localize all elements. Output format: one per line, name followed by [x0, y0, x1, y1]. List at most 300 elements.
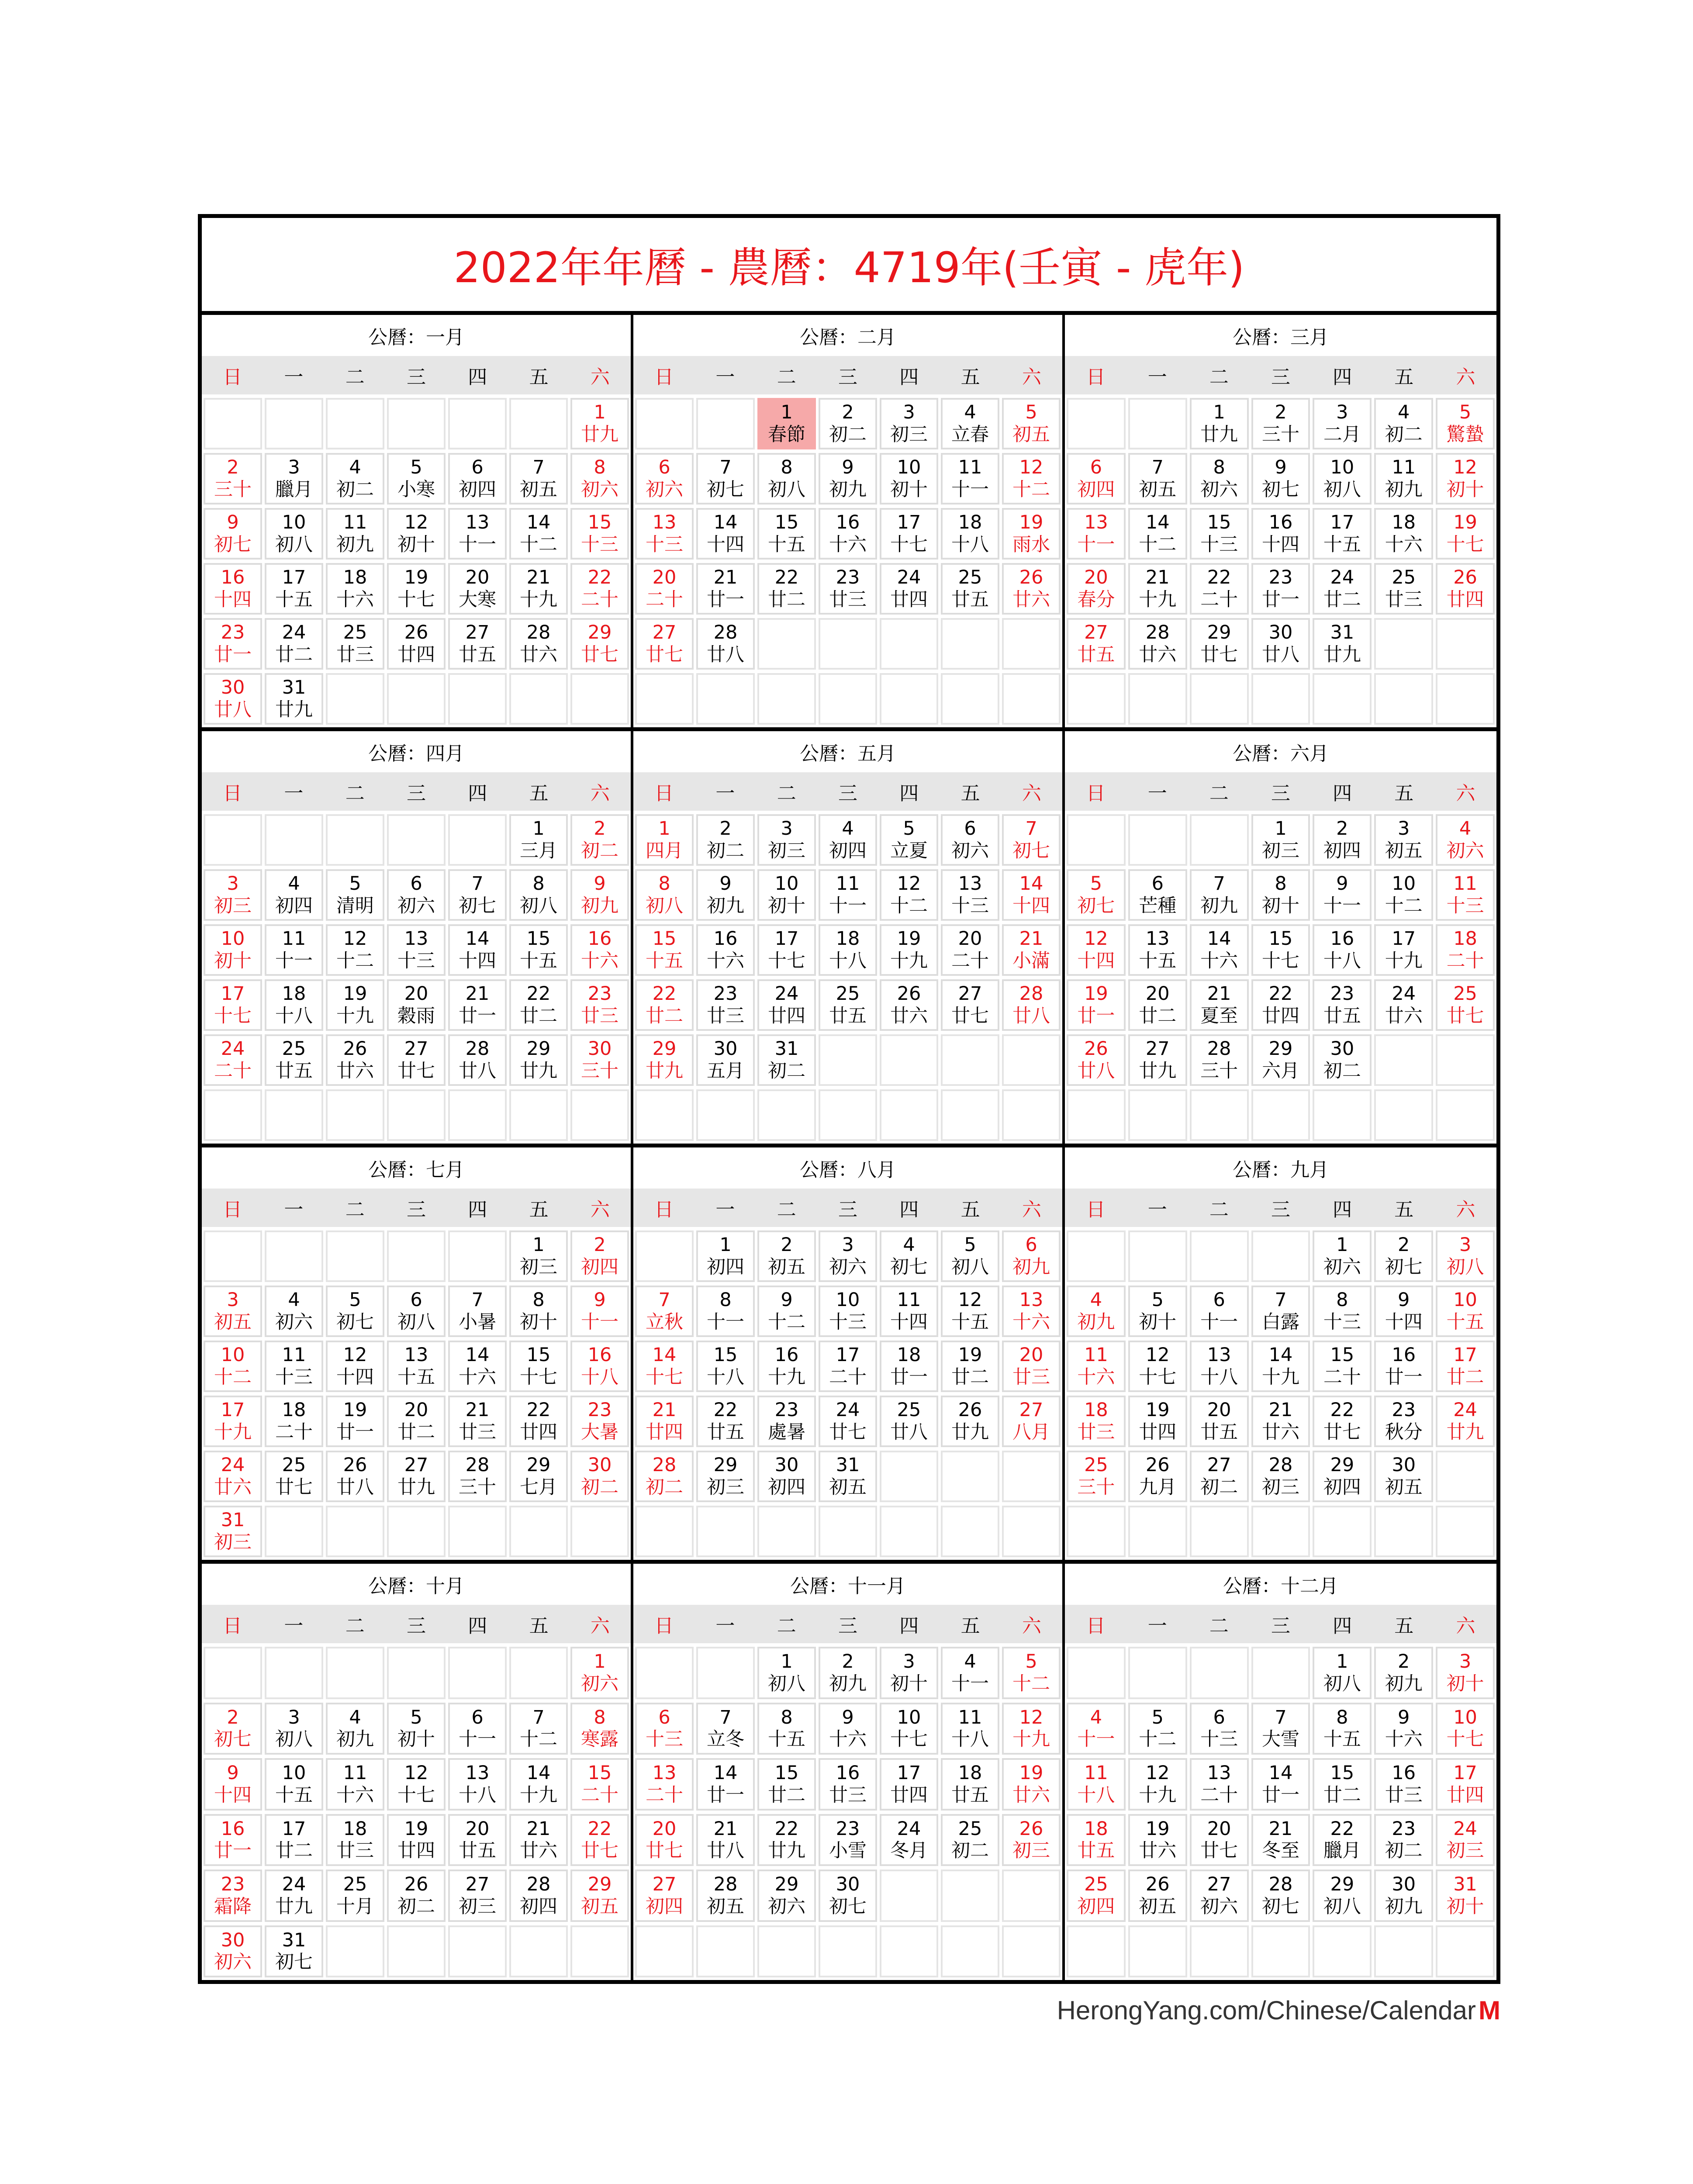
lunar-day: 十五: [1323, 1728, 1361, 1751]
lunar-day: 二十: [829, 1366, 867, 1388]
lunar-day: 廿五: [707, 1421, 744, 1443]
lunar-day: 十五: [520, 950, 557, 972]
lunar-day: 初十: [1446, 1895, 1484, 1918]
weekday-label: 五: [1394, 782, 1414, 805]
day-cell: [696, 814, 755, 866]
gregorian-day: 2: [1275, 401, 1287, 424]
gregorian-day: 6: [471, 456, 484, 479]
gregorian-day: 8: [594, 456, 606, 479]
gregorian-day: 14: [713, 1762, 738, 1784]
day-cell: [941, 1758, 999, 1811]
lunar-day: 初三: [1446, 1840, 1484, 1862]
lunar-day: 廿二: [1139, 1005, 1177, 1027]
empty-cell: [1374, 1089, 1433, 1141]
empty-cell: [1067, 814, 1126, 866]
gregorian-day: 14: [465, 928, 490, 950]
weekday-label: 一: [715, 1199, 735, 1221]
day-cell: [1313, 979, 1372, 1031]
month-title: 公曆：十二月: [1223, 1575, 1338, 1597]
weekday-label: 二: [777, 782, 796, 805]
weekday-header: [1065, 1189, 1496, 1227]
gregorian-day: 9: [1336, 873, 1348, 895]
day-cell: [570, 508, 629, 560]
gregorian-day: 14: [1268, 1762, 1293, 1784]
lunar-day: 廿九: [1323, 644, 1361, 666]
weekday-label: 四: [899, 1615, 919, 1637]
lunar-day: 廿七: [581, 644, 618, 666]
lunar-day: 二十: [1200, 1784, 1238, 1806]
empty-cell: [387, 814, 446, 866]
gregorian-day: 10: [1392, 873, 1416, 895]
empty-cell: [326, 1089, 384, 1141]
empty-cell: [635, 1089, 694, 1141]
gregorian-day: 29: [1268, 1038, 1293, 1060]
gregorian-day: 17: [1330, 511, 1354, 534]
day-cell: [448, 924, 507, 976]
weekday-label: 五: [1394, 1615, 1414, 1637]
gregorian-day: 8: [1275, 873, 1287, 895]
weekday-label: 四: [899, 782, 919, 805]
empty-cell: [326, 1230, 384, 1282]
day-cell: [509, 1451, 568, 1502]
day-cell: [941, 979, 999, 1031]
empty-cell: [509, 398, 568, 449]
lunar-day: 初五: [520, 479, 557, 501]
lunar-day: 初四: [275, 895, 313, 917]
lunar-day: 春節: [768, 424, 805, 446]
lunar-day: 十六: [829, 534, 867, 556]
lunar-day: 初九: [336, 534, 374, 556]
lunar-day: 十二: [520, 1728, 557, 1751]
lunar-day: 初六: [214, 1951, 252, 1973]
day-cell: [941, 453, 999, 505]
lunar-day: 十一: [1077, 1728, 1115, 1751]
lunar-day: 初四: [581, 1256, 618, 1278]
lunar-day: 初九: [1200, 895, 1238, 917]
day-cell: [819, 508, 877, 560]
day-cell: [1128, 1870, 1187, 1922]
lunar-day: 初六: [1446, 840, 1484, 862]
lunar-day: 初二: [581, 840, 618, 862]
day-cell: [1313, 1230, 1372, 1282]
gregorian-day: 27: [1084, 622, 1108, 644]
lunar-day: 廿三: [459, 1421, 496, 1443]
lunar-day: 十六: [1200, 950, 1238, 972]
gregorian-day: 12: [404, 511, 428, 534]
gregorian-day: 16: [1392, 1762, 1416, 1784]
weekday-label: 六: [590, 782, 610, 805]
gregorian-day: 8: [532, 1289, 545, 1311]
day-cell: [1002, 1230, 1061, 1282]
day-cell: [570, 1034, 629, 1086]
weekday-label: 一: [284, 782, 304, 805]
lunar-day: 十三: [1323, 1311, 1361, 1333]
day-cell: [1313, 924, 1372, 976]
lunar-day: 十四: [459, 950, 496, 972]
gregorian-day: 11: [958, 456, 982, 479]
lunar-day: 廿七: [581, 1840, 618, 1862]
empty-cell: [1067, 1506, 1126, 1557]
gregorian-day: 18: [1084, 1399, 1108, 1421]
gregorian-day: 23: [1392, 1818, 1416, 1840]
lunar-day: 廿七: [397, 1060, 435, 1082]
day-cell: [757, 979, 816, 1031]
weekday-label: 四: [468, 1615, 487, 1637]
lunar-day: 初十: [1139, 1311, 1177, 1333]
day-cell: [509, 1703, 568, 1755]
gregorian-day: 22: [587, 1818, 612, 1840]
lunar-day: 廿九: [768, 1840, 805, 1862]
lunar-day: 八月: [1012, 1421, 1050, 1443]
lunar-day: 廿二: [646, 1005, 683, 1027]
lunar-day: 二十: [1323, 1366, 1361, 1388]
day-cell: [570, 618, 629, 670]
lunar-day: 十六: [581, 950, 618, 972]
lunar-day: 三十: [581, 1060, 618, 1082]
weekday-label: 五: [529, 1199, 549, 1221]
day-cell: [941, 814, 999, 866]
day-grid: [633, 394, 1062, 727]
lunar-day: 十二: [1012, 479, 1050, 501]
day-cell: [448, 1286, 507, 1337]
gregorian-day: 15: [587, 1762, 612, 1784]
gregorian-day: 25: [343, 622, 367, 644]
weekday-label: 六: [1456, 366, 1475, 388]
lunar-day: 廿七: [1323, 1421, 1361, 1443]
gregorian-day: 7: [1025, 818, 1037, 840]
month-title: 公曆：六月: [1233, 743, 1329, 765]
day-cell: [1251, 1451, 1310, 1502]
lunar-day: 初四: [768, 1476, 805, 1498]
lunar-day: 立夏: [890, 840, 928, 862]
empty-cell: [819, 673, 877, 725]
gregorian-day: 18: [282, 1399, 306, 1421]
lunar-day: 廿二: [1323, 1784, 1361, 1806]
lunar-day: 廿七: [951, 1005, 989, 1027]
gregorian-day: 19: [1145, 1818, 1170, 1840]
day-cell: [1313, 869, 1372, 921]
lunar-day: 十九: [1012, 1728, 1050, 1751]
weekday-label: 五: [961, 366, 980, 388]
weekday-label: 一: [1147, 366, 1167, 388]
gregorian-day: 22: [1207, 567, 1231, 589]
weekday-label: 四: [1333, 782, 1352, 805]
day-cell: [819, 814, 877, 866]
day-cell: [635, 1286, 694, 1337]
day-cell: [1190, 618, 1249, 670]
weekday-label: 三: [406, 782, 426, 805]
day-cell: [1374, 398, 1433, 449]
empty-cell: [387, 1925, 446, 1978]
empty-cell: [509, 1506, 568, 1557]
gregorian-day: 21: [1019, 928, 1043, 950]
gregorian-day: 3: [1459, 1234, 1472, 1256]
day-cell: [696, 453, 755, 505]
day-cell: [1190, 398, 1249, 449]
day-cell: [1374, 508, 1433, 560]
day-cell: [1190, 563, 1249, 615]
day-cell: [1313, 1703, 1372, 1755]
lunar-day: 初九: [1012, 1256, 1050, 1278]
gregorian-day: 9: [1275, 456, 1287, 479]
gregorian-day: 25: [1084, 1873, 1108, 1896]
gregorian-day: 22: [713, 1399, 738, 1421]
lunar-day: 廿一: [214, 1840, 252, 1862]
lunar-day: 初四: [520, 1895, 557, 1918]
lunar-day: 小滿: [1012, 950, 1050, 972]
lunar-day: 廿六: [1012, 589, 1050, 611]
empty-cell: [1313, 1925, 1372, 1978]
weekday-label: 二: [777, 366, 796, 388]
empty-cell: [941, 673, 999, 725]
lunar-day: 初五: [1012, 424, 1050, 446]
month-block: [202, 731, 633, 1147]
month-block: [633, 1147, 1065, 1564]
gregorian-day: 20: [1019, 1344, 1043, 1366]
lunar-day: 廿五: [1200, 1421, 1238, 1443]
empty-cell: [448, 1647, 507, 1699]
weekday-label: 五: [961, 1615, 980, 1637]
lunar-day: 十一: [829, 895, 867, 917]
lunar-day: 廿四: [397, 1840, 435, 1862]
day-cell: [204, 1034, 262, 1086]
lunar-day: 初三: [1012, 1840, 1050, 1862]
empty-cell: [326, 1506, 384, 1557]
gregorian-day: 10: [282, 1762, 306, 1784]
gregorian-day: 28: [526, 622, 551, 644]
gregorian-day: 31: [221, 1509, 245, 1531]
gregorian-day: 12: [1145, 1344, 1170, 1366]
gregorian-day: 10: [221, 1344, 245, 1366]
lunar-day: 初六: [1323, 1256, 1361, 1278]
lunar-day: 三十: [1077, 1476, 1115, 1498]
empty-cell: [1190, 814, 1249, 866]
gregorian-day: 10: [1330, 456, 1354, 479]
day-cell: [1374, 1814, 1433, 1866]
lunar-day: 十九: [1261, 1366, 1299, 1388]
day-cell: [265, 979, 323, 1031]
gregorian-day: 3: [1459, 1651, 1472, 1673]
lunar-day: 廿八: [1261, 644, 1299, 666]
lunar-day: 初十: [1446, 1673, 1484, 1695]
lunar-day: 廿四: [397, 644, 435, 666]
lunar-day: 十八: [951, 1728, 989, 1751]
day-cell: [265, 1703, 323, 1755]
lunar-day: 初二: [397, 1895, 435, 1918]
lunar-day: 十一: [275, 950, 313, 972]
gregorian-day: 13: [465, 1762, 490, 1784]
lunar-day: 廿五: [459, 1840, 496, 1862]
weekday-label: 一: [715, 782, 735, 805]
gregorian-day: 12: [343, 1344, 367, 1366]
gregorian-day: 3: [842, 1234, 854, 1256]
lunar-day: 清明: [336, 895, 374, 917]
day-cell: [880, 1647, 938, 1699]
lunar-day: 初二: [707, 840, 744, 862]
lunar-day: 十七: [397, 589, 435, 611]
lunar-day: 廿七: [646, 1840, 683, 1862]
weekday-label: 一: [284, 1615, 304, 1637]
day-cell: [635, 1758, 694, 1811]
day-cell: [1436, 1286, 1495, 1337]
lunar-day: 廿九: [397, 1476, 435, 1498]
empty-cell: [635, 1506, 694, 1557]
month-title: 公曆：八月: [800, 1159, 896, 1181]
day-cell: [1436, 814, 1495, 866]
gregorian-day: 4: [288, 873, 300, 895]
lunar-day: 初三: [459, 1895, 496, 1918]
month-title: 公曆：四月: [368, 743, 464, 765]
day-cell: [1002, 1703, 1061, 1755]
day-cell: [1313, 508, 1372, 560]
gregorian-day: 23: [221, 622, 245, 644]
gregorian-day: 11: [1392, 456, 1416, 479]
day-cell: [509, 814, 568, 866]
empty-cell: [1374, 618, 1433, 670]
gregorian-day: 1: [719, 1234, 732, 1256]
day-cell: [204, 979, 262, 1031]
empty-cell: [448, 673, 507, 725]
day-cell: [265, 618, 323, 670]
weekday-label: 二: [777, 1199, 796, 1221]
gregorian-day: 13: [1207, 1344, 1231, 1366]
lunar-day: 初六: [581, 479, 618, 501]
gregorian-day: 1: [1336, 1651, 1348, 1673]
day-cell: [1190, 1286, 1249, 1337]
day-cell: [387, 563, 446, 615]
day-cell: [1251, 1870, 1310, 1922]
gregorian-day: 23: [1330, 983, 1354, 1005]
lunar-day: 廿二: [397, 1421, 435, 1443]
weekday-header: [633, 1605, 1062, 1643]
day-cell: [1313, 1034, 1372, 1086]
lunar-day: 廿八: [890, 1421, 928, 1443]
weekday-label: 六: [590, 366, 610, 388]
empty-cell: [1436, 1034, 1495, 1086]
day-cell: [1128, 563, 1187, 615]
empty-cell: [326, 1647, 384, 1699]
gregorian-day: 7: [1213, 873, 1225, 895]
gregorian-day: 17: [1453, 1762, 1477, 1784]
gregorian-day: 19: [343, 1399, 367, 1421]
day-cell: [204, 1925, 262, 1978]
lunar-day: 十一: [459, 534, 496, 556]
day-cell: [1374, 1396, 1433, 1447]
day-cell: [509, 869, 568, 921]
lunar-day: 廿六: [1012, 1784, 1050, 1806]
day-cell: [1067, 563, 1126, 615]
empty-cell: [204, 398, 262, 449]
empty-cell: [1002, 1451, 1061, 1502]
weekday-label: 五: [1394, 1199, 1414, 1221]
lunar-day: 初二: [581, 1476, 618, 1498]
lunar-day: 初七: [1261, 479, 1299, 501]
weekday-label: 二: [345, 366, 365, 388]
day-cell: [635, 508, 694, 560]
day-cell: [819, 453, 877, 505]
gregorian-day: 26: [343, 1454, 367, 1476]
footer-text[interactable]: HerongYang.com/Chinese/Calendar: [1057, 1996, 1476, 2025]
site-footer: [1022, 1990, 1500, 2031]
gregorian-day: 24: [282, 1873, 306, 1896]
lunar-day: 四月: [646, 840, 683, 862]
empty-cell: [1190, 1647, 1249, 1699]
gregorian-day: 16: [836, 511, 860, 534]
gregorian-day: 8: [1213, 456, 1225, 479]
day-cell: [696, 1341, 755, 1392]
day-cell: [387, 1758, 446, 1811]
gregorian-day: 7: [719, 1706, 732, 1728]
day-cell: [819, 563, 877, 615]
lunar-day: 廿九: [1200, 424, 1238, 446]
gregorian-day: 16: [1330, 928, 1354, 950]
lunar-day: 十四: [214, 1784, 252, 1806]
empty-cell: [941, 1506, 999, 1557]
lunar-day: 初九: [336, 1728, 374, 1751]
empty-cell: [1374, 1506, 1433, 1557]
day-cell: [1374, 1703, 1433, 1755]
day-cell: [265, 1925, 323, 1978]
lunar-day: 廿九: [581, 424, 618, 446]
weekday-label: 三: [1271, 1615, 1290, 1637]
day-cell: [1128, 1396, 1187, 1447]
lunar-day: 初三: [520, 1256, 557, 1278]
lunar-day: 初二: [951, 1840, 989, 1862]
day-cell: [265, 924, 323, 976]
gregorian-day: 30: [221, 677, 245, 699]
gregorian-day: 29: [1330, 1873, 1354, 1896]
lunar-day: 初九: [581, 895, 618, 917]
day-cell: [819, 924, 877, 976]
empty-cell: [635, 1925, 694, 1978]
lunar-day: 初七: [214, 1728, 252, 1751]
day-grid: [1065, 1643, 1496, 1980]
lunar-day: 廿四: [646, 1421, 683, 1443]
empty-cell: [448, 1089, 507, 1141]
lunar-day: 十六: [1385, 534, 1423, 556]
gregorian-day: 18: [1392, 511, 1416, 534]
gregorian-day: 9: [1398, 1706, 1410, 1728]
calendar-title: 2022年年曆 - 農曆：4719年(壬寅 - 虎年): [202, 218, 1496, 315]
day-cell: [387, 1286, 446, 1337]
gregorian-day: 2: [594, 818, 606, 840]
lunar-day: 十一: [1200, 1311, 1238, 1333]
day-cell: [387, 1814, 446, 1866]
month-block: [633, 315, 1065, 731]
weekday-label: 三: [838, 782, 857, 805]
gregorian-day: 9: [842, 1706, 854, 1728]
gregorian-day: 15: [713, 1344, 738, 1366]
lunar-day: 十三: [829, 1311, 867, 1333]
lunar-day: 十八: [459, 1784, 496, 1806]
day-cell: [1002, 924, 1061, 976]
weekday-label: 四: [1333, 1199, 1352, 1221]
day-cell: [1251, 508, 1310, 560]
lunar-day: 雨水: [1012, 534, 1050, 556]
lunar-day: 十四: [336, 1366, 374, 1388]
day-cell: [1436, 979, 1495, 1031]
gregorian-day: 9: [227, 511, 239, 534]
empty-cell: [1251, 1506, 1310, 1557]
lunar-day: 初二: [1385, 1840, 1423, 1862]
day-cell: [509, 508, 568, 560]
weekday-label: 三: [1271, 782, 1290, 805]
empty-cell: [448, 398, 507, 449]
day-cell: [1002, 1396, 1061, 1447]
day-cell: [1251, 814, 1310, 866]
gregorian-day: 12: [897, 873, 921, 895]
lunar-day: 十五: [1446, 1311, 1484, 1333]
